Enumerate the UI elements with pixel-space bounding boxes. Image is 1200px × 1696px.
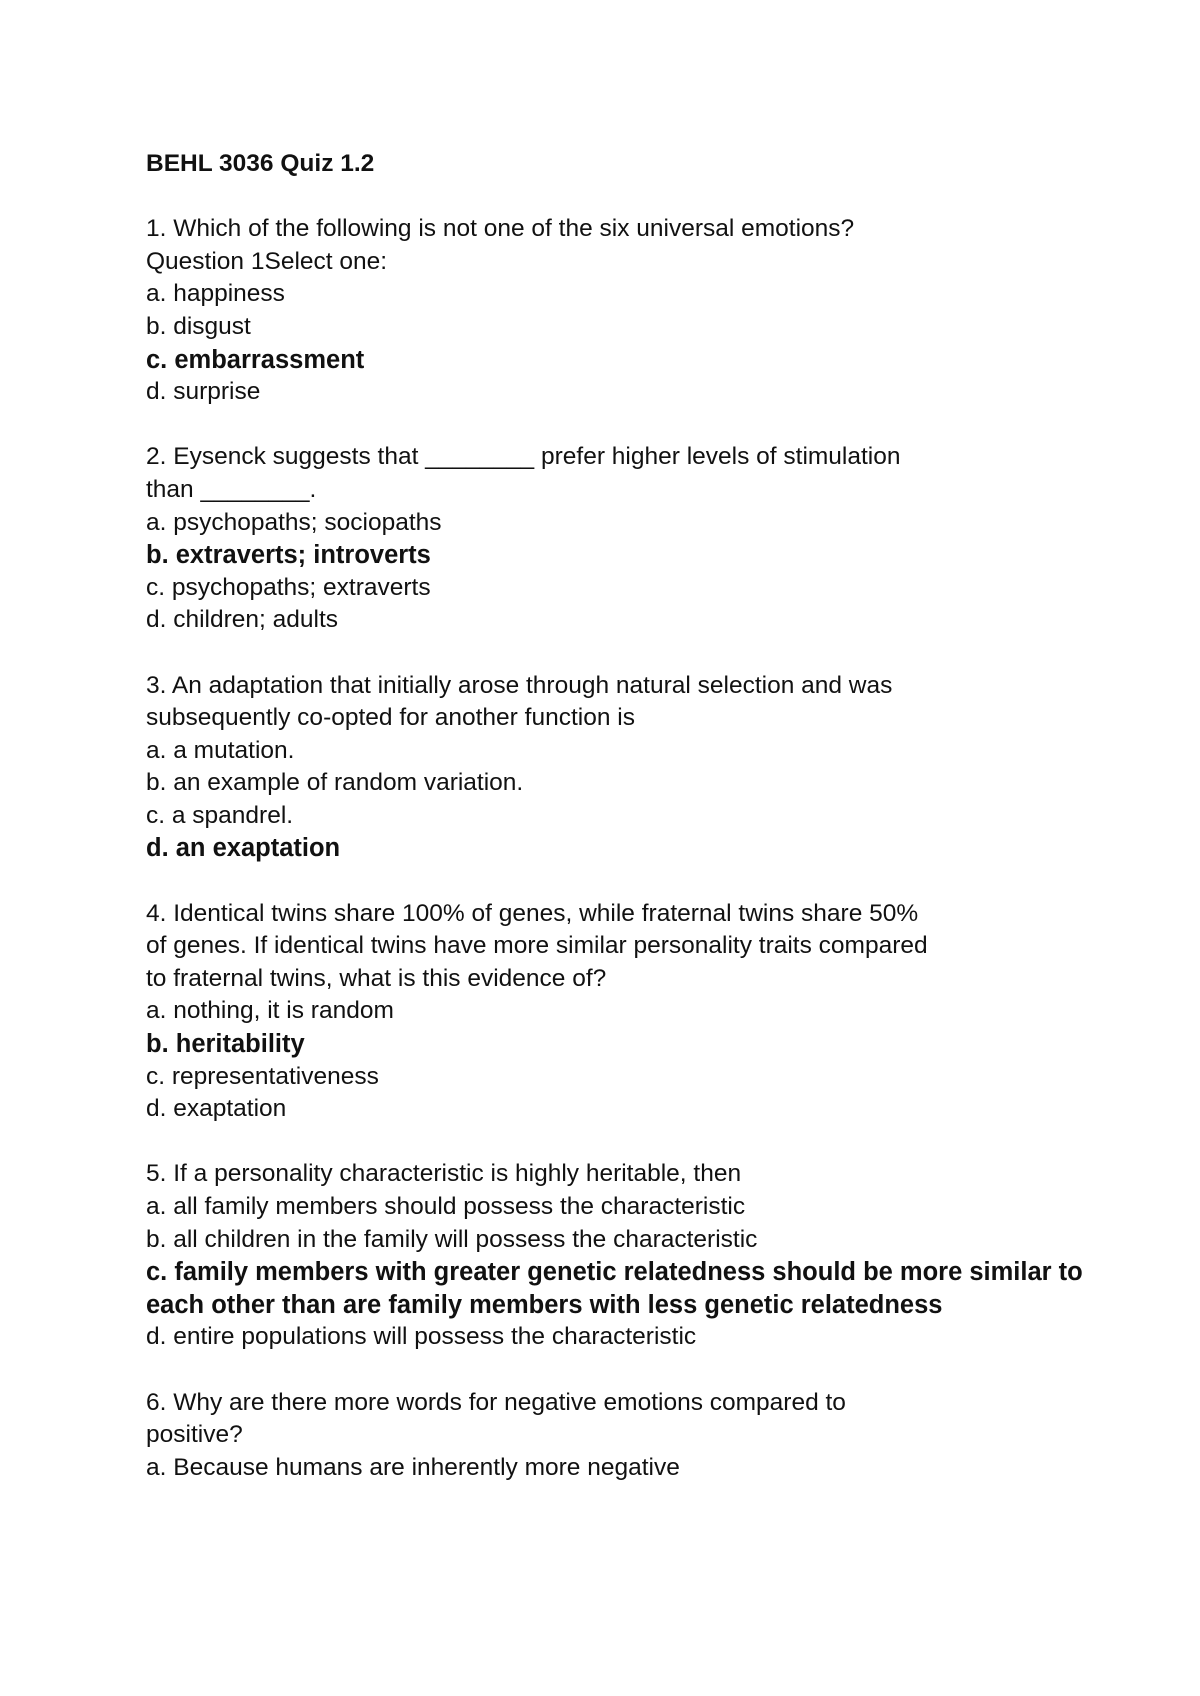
answer-option: a. psychopaths; sociopaths <box>146 508 442 536</box>
question-text: 5. If a personality characteristic is highly heritable, then <box>146 1160 742 1188</box>
question-list <box>146 213 1086 1484</box>
question-text-continued: to fraternal twins, what is this evidence of? <box>146 964 607 992</box>
question-text-continued: positive? <box>146 1421 243 1449</box>
answer-option: c. representativeness <box>146 1062 379 1090</box>
question-text-continued: of genes. If identical twins have more similar personality traits compared <box>146 932 928 960</box>
answer-option: d. exaptation <box>146 1095 287 1123</box>
answer-option: b. an example of random variation. <box>146 769 524 797</box>
answer-option: b. all children in the family will possess the characteristic <box>146 1225 758 1253</box>
answer-option-correct: b. heritability <box>146 1030 305 1059</box>
answer-option-correct: b. extraverts; introverts <box>146 541 431 570</box>
question-3 <box>146 670 1086 866</box>
answer-option-correct: c. embarrassment <box>146 345 365 374</box>
question-text: 1. Which of the following is not one of the six universal emotions? <box>146 215 855 243</box>
question-text: 4. Identical twins share 100% of genes, while fraternal twins share 50% <box>146 899 919 927</box>
answer-option: d. children; adults <box>146 606 339 634</box>
question-text-continued: Question 1Select one: <box>146 247 388 275</box>
answer-option: a. all family members should possess the characteristic <box>146 1193 746 1220</box>
answer-option: a. a mutation. <box>146 736 295 764</box>
question-text-continued: than ________. <box>146 475 317 503</box>
quiz-title: BEHL 3036 Quiz 1.2 <box>146 150 375 177</box>
question-6 <box>146 1387 1086 1485</box>
question-text: 2. Eysenck suggests that ________ prefer higher levels of stimulation <box>146 443 901 471</box>
question-2 <box>146 441 1086 637</box>
question-5 <box>146 1158 1086 1354</box>
answer-option-correct: c. family members with greater genetic relatedness should be more similar to each other than are family members with less genetic relatedness <box>146 1258 1083 1319</box>
question-4 <box>146 898 1086 1126</box>
quiz-page <box>146 148 1086 1517</box>
question-text-continued: subsequently co-opted for another function is <box>146 704 635 732</box>
answer-option-correct: d. an exaptation <box>146 834 341 863</box>
answer-option: b. disgust <box>146 312 251 340</box>
question-text: 3. An adaptation that initially arose through natural selection and was <box>146 671 893 699</box>
answer-option: a. Because humans are inherently more negative <box>146 1453 680 1481</box>
answer-option: a. nothing, it is random <box>146 997 394 1025</box>
question-text: 6. Why are there more words for negative emotions compared to <box>146 1388 846 1416</box>
answer-option: a. happiness <box>146 280 285 308</box>
answer-option: d. entire populations will possess the characteristic <box>146 1323 697 1351</box>
answer-option: c. a spandrel. <box>146 801 294 829</box>
answer-option: c. psychopaths; extraverts <box>146 573 431 601</box>
answer-option: d. surprise <box>146 378 261 406</box>
question-1 <box>146 213 1086 409</box>
